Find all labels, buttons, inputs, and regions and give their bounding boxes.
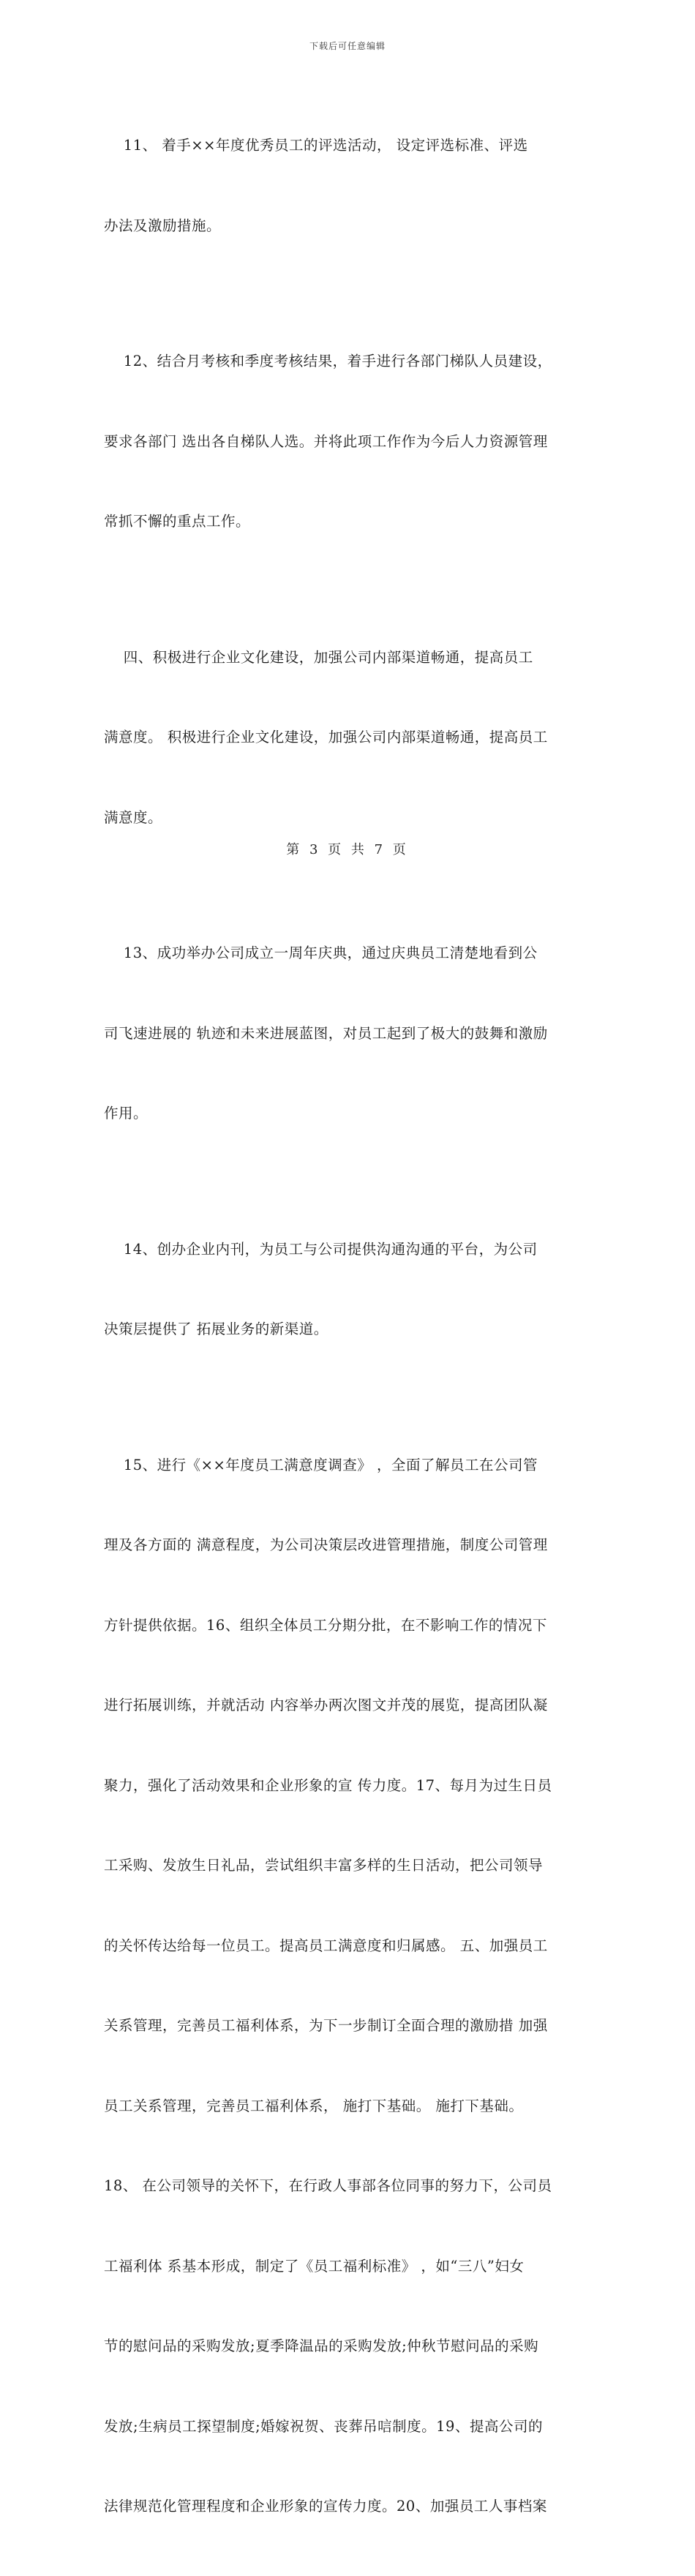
text-line: 作用。 xyxy=(104,1105,149,1122)
text-line: 11、 着手××年度优秀员工的评选活动， 设定评选标准、评选 xyxy=(104,137,528,154)
page-number-footer: 第 3 页 共 7 页 xyxy=(286,842,409,857)
text-line: 满意度。 xyxy=(104,808,163,826)
text-line: 发放;生病员工探望制度;婚嫁祝贺、丧葬吊唁制度。19、提高公司的 xyxy=(104,2417,543,2435)
text-line: 的关怀传达给每一位员工。提高员工满意度和归属感。 五、加强员工 xyxy=(104,1937,548,1954)
text-line: 决策层提供了 拓展业务的新渠道。 xyxy=(104,1321,328,1337)
text-line: 理及各方面的 满意程度，为公司决策层改进管理措施，制度公司管理 xyxy=(104,1536,548,1553)
text-line: 15、进行《××年度员工满意度调查》 ，全面了解员工在公司管 xyxy=(104,1456,538,1473)
text-line: 18、 在公司领导的关怀下，在行政人事部各位同事的努力下，公司员 xyxy=(104,2177,552,2194)
page-header: 下载后可任意编辑 xyxy=(309,41,386,51)
document-body xyxy=(104,79,587,2576)
text-line: 节的慰问品的采购发放;夏季降温品的采购发放;仲秋节慰问品的采购 xyxy=(104,2337,539,2354)
text-line: 12、结合月考核和季度考核结果，着手进行各部门梯队人员建设， xyxy=(104,353,552,369)
paragraph-12 xyxy=(104,295,587,589)
text-line: 员工关系管理，完善员工福利体系， 施打下基础。 施打下基础。 xyxy=(104,2097,524,2114)
paragraph-11 xyxy=(104,79,587,293)
text-line: 司飞速进展的 轨迹和未来进展蓝图，对员工起到了极大的鼓舞和激励 xyxy=(104,1024,548,1042)
text-line: 法律规范化管理程度和企业形象的宣传力度。20、加强员工人事档案 xyxy=(104,2498,547,2515)
text-line: 工采购、发放生日礼品，尝试组织丰富多样的生日活动，把公司领导 xyxy=(104,1857,544,1874)
text-line: 方针提供依据。16、组织全体员工分期分批，在不影响工作的情况下 xyxy=(104,1616,547,1634)
text-line: 四、积极进行企业文化建设，加强公司内部渠道畅通，提高员工 xyxy=(104,648,533,666)
text-line: 进行拓展训练，并就活动 内容举办两次图文并茂的展览，提高团队凝 xyxy=(104,1697,548,1713)
text-line: 要求各部门 选出各自梯队人选。并将此项工作作为今后人力资源管理 xyxy=(104,432,548,450)
text-line: 常抓不懈的重点工作。 xyxy=(104,513,251,530)
text-line: 14、创办企业内刊，为员工与公司提供沟通沟通的平台，为公司 xyxy=(104,1240,538,1258)
paragraph-15-20 xyxy=(104,1399,587,2574)
text-line: 满意度。 积极进行企业文化建设，加强公司内部渠道畅通，提高员工 xyxy=(104,729,548,746)
text-line: 关系管理，完善员工福利体系，为下一步制订全面合理的激励措 加强 xyxy=(104,2017,548,2034)
paragraph-13 xyxy=(104,887,587,1181)
text-line: 13、成功举办公司成立一周年庆典，通过庆典员工清楚地看到公 xyxy=(104,945,538,961)
paragraph-14 xyxy=(104,1183,587,1397)
text-line: 工福利体 系基本形成，制定了《员工福利标准》 ，如“三八”妇女 xyxy=(104,2257,525,2275)
text-line: 办法及激励措施。 xyxy=(104,217,222,234)
text-line: 聚力，强化了活动效果和企业形象的宣 传力度。17、每月为过生日员 xyxy=(104,1776,552,1794)
